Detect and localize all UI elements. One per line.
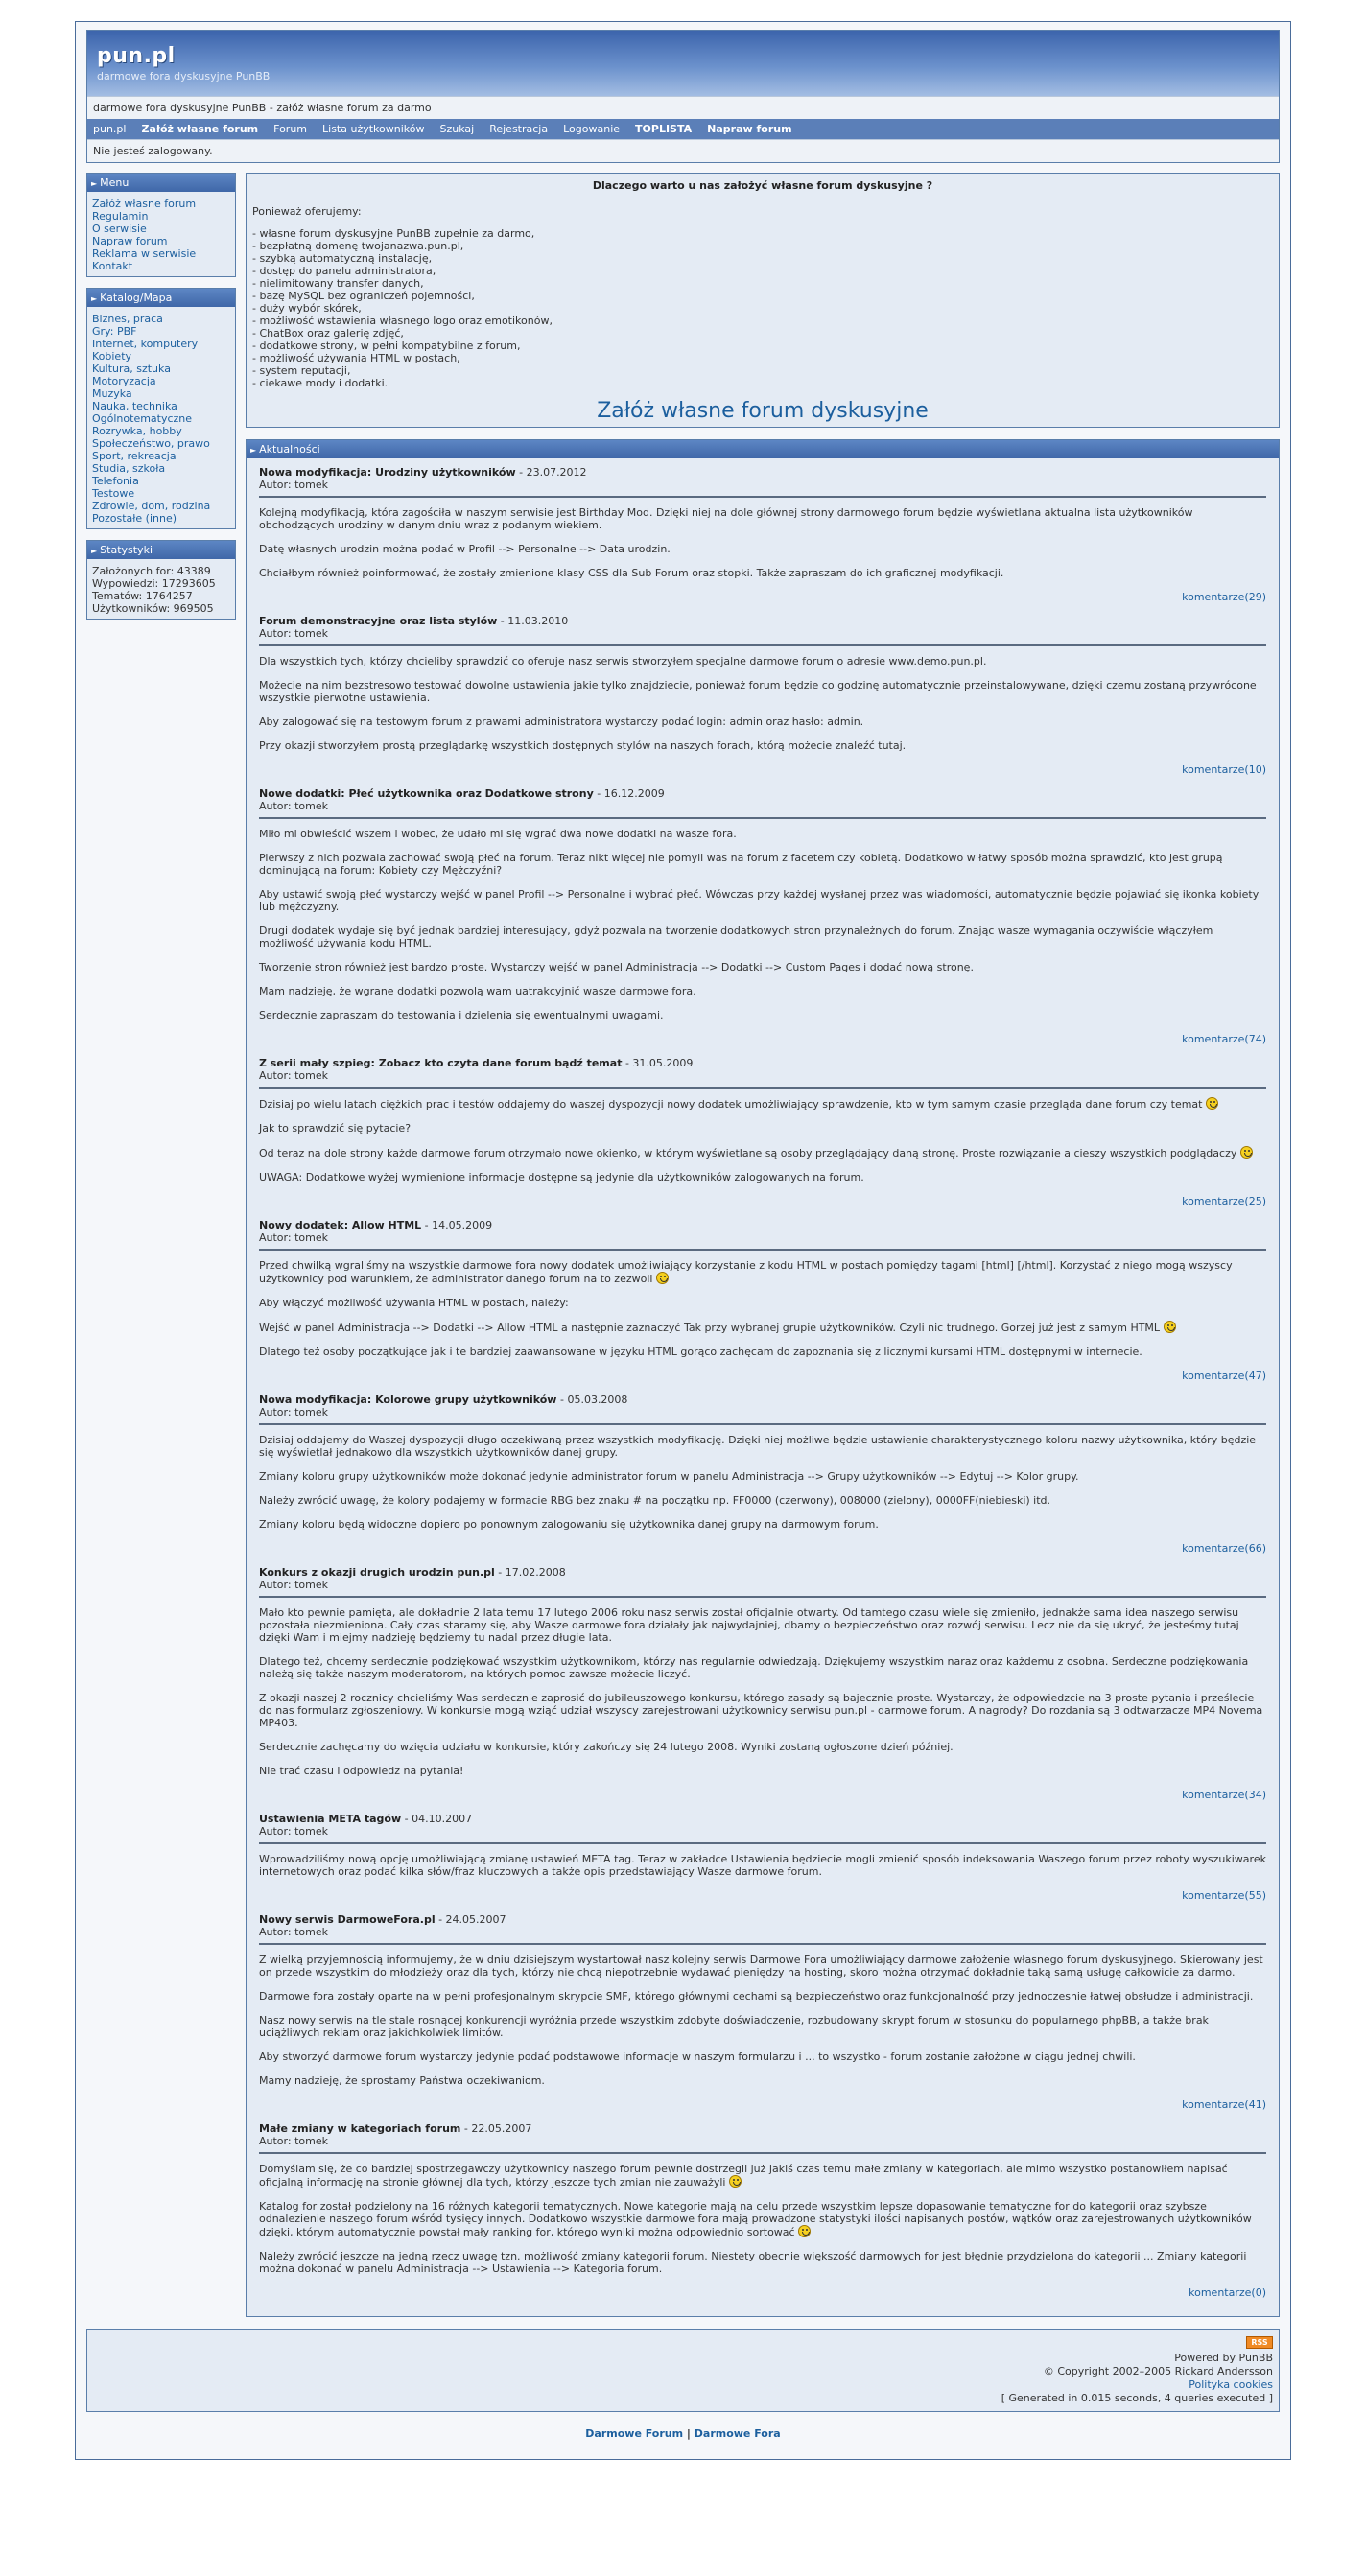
nav-item[interactable]: Logowanie: [563, 123, 621, 135]
article-paragraph-text: Mam nadzieję, że wgrane dodatki pozwolą wam uatrakcyjnić wasze darmowe fora.: [259, 985, 696, 997]
catalog-item: [92, 412, 230, 425]
article-title[interactable]: Ustawienia META tagów: [259, 1813, 402, 1825]
news-article: [259, 1393, 1266, 1555]
masthead: [87, 31, 1279, 96]
article-paragraph-text: Pierwszy z nich pozwala zachować swoją płeć na forum. Teraz nikt więcej nie pomyli was na forum z facetem czy kobietą. Dodatkowo w łatwy sposób można sprawdzić, kto jest grupą dominującą na forum: Kobiety czy Mężczyźni?: [259, 852, 1223, 877]
catalog-item-link[interactable]: Testowe: [92, 487, 135, 500]
catalog-item-link[interactable]: Nauka, technika: [92, 400, 177, 412]
article-paragraph: [259, 1954, 1266, 1979]
stats-box: [86, 540, 236, 620]
article-paragraph: [259, 1434, 1266, 1459]
news-list: [247, 458, 1279, 2316]
feature-item: - system reputacji,: [252, 364, 351, 377]
feature-item: - dodatkowe strony, w pełni kompatybilne z forum,: [252, 340, 521, 352]
article-comments: [259, 591, 1266, 603]
article-paragraph: [259, 1122, 1266, 1135]
menu-item: [92, 210, 230, 222]
catalog-item: [92, 338, 230, 350]
menu-item: [92, 198, 230, 210]
feature-item: - szybką automatyczną instalację,: [252, 252, 433, 265]
article-author: Autor: tomek: [259, 1579, 1266, 1598]
feature-item: - bezpłatną domenę twojanazwa.pun.pl,: [252, 240, 464, 252]
catalog-item-link[interactable]: Ogólnotematyczne: [92, 412, 193, 425]
menu-item: [92, 260, 230, 272]
article-header: [259, 1219, 1266, 1231]
article-title[interactable]: Nowy serwis DarmoweFora.pl: [259, 1913, 436, 1926]
catalog-item: [92, 363, 230, 375]
article-comments: [259, 2286, 1266, 2299]
article-paragraph: [259, 1297, 1266, 1309]
article-date: - 05.03.2008: [556, 1393, 628, 1406]
article-comments: [259, 1033, 1266, 1045]
menu-item-link[interactable]: Załóż własne forum: [92, 198, 197, 210]
catalog-item: [92, 400, 230, 412]
page-wrapper: [75, 21, 1291, 2460]
article-date: - 24.05.2007: [435, 1913, 506, 1926]
catalog-item-link[interactable]: Gry: PBF: [92, 325, 137, 338]
article-date: - 22.05.2007: [460, 2122, 532, 2135]
article-paragraph: [259, 567, 1266, 579]
stats-lines: [87, 559, 235, 619]
article-paragraph: [259, 2014, 1266, 2039]
stat-line: Wypowiedzi: 17293605: [92, 577, 216, 590]
arrow-right-icon: ►: [91, 179, 98, 188]
article-paragraph: [259, 2200, 1266, 2238]
catalog-item-link[interactable]: Motoryzacja: [92, 375, 156, 387]
article-paragraph-text: Aby ustawić swoją płeć wystarczy wejść w panel Profil --> Personalne i wybrać płeć. Wówczas przy każdej wysłanej przez was wiadomości, automatycznie będzie pojawiać się ikonka kobiety lub mężczyzny.: [259, 888, 1260, 913]
article-author: Autor: tomek: [259, 627, 1266, 646]
article-paragraph-text: Od teraz na dole strony każde darmowe forum otrzymało nowe okienko, w którym wyświetlane są osoby przeglądający daną stronę. Proste rozwiązanie a cieszy wszystkich podglądaczy: [259, 1147, 1237, 1159]
article-comments: [259, 763, 1266, 776]
article-comments: [259, 1542, 1266, 1555]
menu-item-link[interactable]: Kontakt: [92, 260, 133, 272]
feature-item: - własne forum dyskusyjne PunBB zupełnie za darmo,: [252, 227, 535, 240]
article-paragraph: [259, 506, 1266, 531]
comments-link[interactable]: komentarze(25): [1182, 1195, 1266, 1207]
article-author: Autor: tomek: [259, 1406, 1266, 1425]
article-comments: [259, 1370, 1266, 1382]
catalog-item-link[interactable]: Rozrywka, hobby: [92, 425, 182, 437]
menu-item-link[interactable]: Reklama w serwisie: [92, 247, 197, 260]
catalog-item-link[interactable]: Pozostałe (inne): [92, 512, 177, 525]
article-paragraph-text: Dla wszystkich tych, którzy chcieliby sprawdzić co oferuje nasz serwis stworzyłem specjalne darmowe forum o adresie www.demo.pun.pl.: [259, 655, 987, 667]
stat-line: Tematów: 1764257: [92, 590, 193, 602]
catalog-item: [92, 500, 230, 512]
arrow-right-icon: ►: [91, 547, 98, 555]
why-list: [252, 227, 1273, 389]
darmowe-fora-link[interactable]: Darmowe Fora: [694, 2427, 781, 2440]
article-paragraph: [259, 1692, 1266, 1729]
header-block: [86, 30, 1280, 163]
article-header: [259, 2122, 1266, 2135]
catalog-item-link[interactable]: Muzyka: [92, 387, 132, 400]
login-status: Nie jesteś zalogowany.: [87, 139, 1279, 162]
feature-item: - duży wybór skórek,: [252, 302, 362, 315]
article-paragraph: [259, 925, 1266, 949]
article-paragraph-text: Aby włączyć możliwość używania HTML w postach, należy:: [259, 1297, 569, 1309]
news-article: [259, 1057, 1266, 1207]
article-paragraph: [259, 1171, 1266, 1183]
comments-link[interactable]: komentarze(41): [1182, 2098, 1266, 2111]
article-paragraph-text: Dzisiaj oddajemy do Waszej dyspozycji długo oczekiwaną przez wszystkich modyfikację. Dzięki niej możliwe będzie ustawienie charakterystycznego koloru nazwy użytkownika, który będzie się wyświetlał jednakowo dla wszystkich użytkowników danej grupy.: [259, 1434, 1257, 1459]
catalog-item-link[interactable]: Zdrowie, dom, rodzina: [92, 500, 211, 512]
article-header: [259, 1057, 1266, 1069]
powered-by[interactable]: Powered by PunBB: [1174, 2352, 1273, 2364]
article-paragraph: [259, 852, 1266, 877]
article-comments: [259, 1789, 1266, 1801]
catalog-list: [87, 307, 235, 528]
nav-item[interactable]: Załóż własne forum: [141, 123, 259, 135]
article-paragraph: [259, 2250, 1266, 2275]
copyright: © Copyright 2002–2005 Rickard Andersson: [1043, 2365, 1273, 2377]
article-paragraph: [259, 715, 1266, 728]
bottom-links: [86, 2427, 1280, 2440]
news-article: [259, 1913, 1266, 2111]
feature-item: - możliwość używania HTML w postach,: [252, 352, 460, 364]
nav-item[interactable]: Lista użytkowników: [322, 123, 425, 135]
news-article: [259, 2122, 1266, 2299]
article-paragraph: [259, 739, 1266, 752]
article-paragraph-text: Z wielką przyjemnością informujemy, że w dniu dzisiejszym wystartował nasz kolejny serwis Darmowe Fora umożliwiający darmowe założenie własnego forum dyskusyjnego. Skierowany jest on przede wszystkim do młodzieży oraz dla tych, którzy nie chcą niepotrzebnie wydawać pieniędzy na hosting, skoro można otrzymać dokładnie taką samą usługę całkowicie za darmo.: [259, 1954, 1263, 1979]
menu-item-link[interactable]: Regulamin: [92, 210, 149, 222]
stat-line: Założonych for: 43389: [92, 565, 211, 577]
article-paragraph: [259, 2074, 1266, 2087]
article-paragraph: [259, 1470, 1266, 1483]
smiley-icon: [1164, 1321, 1176, 1333]
article-paragraph: [259, 888, 1266, 913]
news-article: [259, 1219, 1266, 1382]
catalog-item: [92, 375, 230, 387]
article-header: [259, 615, 1266, 627]
site-title[interactable]: pun.pl: [97, 44, 176, 68]
article-date: - 17.02.2008: [494, 1566, 566, 1579]
nav-item[interactable]: Napraw forum: [707, 123, 792, 135]
nav-item[interactable]: TOPLISTA: [635, 123, 693, 135]
create-forum-link[interactable]: Załóż własne forum dyskusyjne: [597, 399, 929, 423]
comments-link[interactable]: komentarze(55): [1182, 1889, 1266, 1902]
nav-item[interactable]: Rejestracja: [489, 123, 549, 135]
news-article: [259, 466, 1266, 603]
news-article: [259, 1566, 1266, 1801]
menu-box-title: ► Menu: [87, 174, 235, 192]
article-paragraph-text: Aby stworzyć darmowe forum wystarczy jedynie podać podstawowe informacje w naszym formularzu i ... to wszystko - forum zostanie założone w ciągu jednej chwili.: [259, 2050, 1136, 2063]
news-article: [259, 1813, 1266, 1902]
article-header: [259, 787, 1266, 800]
article-paragraph: [259, 1494, 1266, 1507]
why-box: [246, 173, 1280, 428]
catalog-item-link[interactable]: Internet, komputery: [92, 338, 199, 350]
article-paragraph-text: Nasz nowy serwis na tle stale rosnącej konkurencji wyróżnia przede wszystkim zdobyte doświadczenie, rozbudowany skrypt forum w stosunku do popularnego phpBB, a także brak uciążliwych reklam oraz jakichkolwiek limitów.: [259, 2014, 1209, 2039]
article-author: Autor: tomek: [259, 2135, 1266, 2154]
article-header: [259, 1393, 1266, 1406]
catalog-item-link[interactable]: Kobiety: [92, 350, 132, 363]
site-tagline: darmowe fora dyskusyjne PunBB: [97, 70, 271, 82]
catalog-item: [92, 425, 230, 437]
article-paragraph-text: Katalog for został podzielony na 16 różnych kategorii tematycznych. Nowe kategorie mają na celu przede wszystkim lepsze dopasowanie tematyczne for do kategorii oraz szybsze odnalezienie naszego forum wśród tysięcy innych. Dodatkowo wszystkie darmowe fora mają prowadzone statystyki ilości napisanych postów, wątków oraz zarejestrowanych użytkowników dzięki, którym automatycznie powstał mały ranking for, którego wyniki można odpowiednio sortować: [259, 2200, 1252, 2238]
article-title[interactable]: Z serii mały szpieg: Zobacz kto czyta dane forum bądź temat: [259, 1057, 623, 1069]
smiley-icon: [798, 2225, 811, 2237]
article-paragraph: [259, 2163, 1266, 2189]
article-date: - 23.07.2012: [515, 466, 587, 479]
article-paragraph: [259, 1853, 1266, 1878]
article-author: Autor: tomek: [259, 1231, 1266, 1251]
article-paragraph-text: UWAGA: Dodatkowe wyżej wymienione informacje dostępne są jedynie dla użytkowników zalogowanych na forum.: [259, 1171, 864, 1183]
article-title[interactable]: Forum demonstracyjne oraz lista stylów: [259, 615, 498, 627]
article-paragraph-text: Nie trać czasu i odpowiedz na pytania!: [259, 1765, 464, 1777]
catalog-item: [92, 313, 230, 325]
comments-link[interactable]: komentarze(66): [1182, 1542, 1266, 1555]
article-paragraph: [259, 1259, 1266, 1285]
article-author: Autor: tomek: [259, 1069, 1266, 1089]
catalog-item-link[interactable]: Studia, szkoła: [92, 462, 166, 475]
article-author: Autor: tomek: [259, 1926, 1266, 1945]
smiley-icon: [656, 1272, 669, 1284]
feature-item: - ciekawe mody i dodatki.: [252, 377, 389, 389]
article-paragraph-text: Domyślam się, że co bardziej spostrzegawczy użytkownicy naszego forum pewnie dostrzegli już jakiś czas temu małe zmiany w kategoriach, ale mimo wszystko postanowiłem napisać oficjalną informację na stronie głównej dla tych, którzy jeszcze tych zmian nie zauważyli: [259, 2163, 1228, 2189]
stat-line: Użytkowników: 969505: [92, 602, 214, 615]
article-author: Autor: tomek: [259, 479, 1266, 498]
article-paragraph: [259, 1321, 1266, 1334]
article-comments: [259, 1889, 1266, 1902]
article-title[interactable]: Nowy dodatek: Allow HTML: [259, 1219, 422, 1231]
article-paragraph: [259, 1990, 1266, 2002]
comments-link[interactable]: komentarze(10): [1182, 763, 1266, 776]
article-paragraph-text: Miło mi obwieścić wszem i wobec, że udało mi się wgrać dwa nowe dodatki na wasze fora.: [259, 828, 737, 840]
article-paragraph: [259, 1765, 1266, 1777]
article-title[interactable]: Nowa modyfikacja: Kolorowe grupy użytkowników: [259, 1393, 557, 1406]
article-paragraph: [259, 985, 1266, 997]
stats-box-title: ► Statystyki: [87, 541, 235, 559]
catalog-item: [92, 437, 230, 450]
catalog-item: [92, 387, 230, 400]
why-title: Dlaczego warto u nas założyć własne forum dyskusyjne ?: [592, 179, 933, 192]
article-date: - 04.10.2007: [401, 1813, 473, 1825]
article-paragraph: [259, 828, 1266, 840]
catalog-item-link[interactable]: Społeczeństwo, prawo: [92, 437, 210, 450]
article-header: [259, 1813, 1266, 1825]
generated-info: [ Generated in 0.015 seconds, 4 queries executed ]: [1001, 2392, 1273, 2404]
news-article: [259, 615, 1266, 776]
catalog-item: [92, 512, 230, 525]
smiley-icon: [1240, 1146, 1253, 1159]
article-paragraph: [259, 679, 1266, 704]
article-paragraph: [259, 1097, 1266, 1111]
article-paragraph-text: Możecie na nim bezstresowo testować dowolne ustawienia jakie tylko znajdziecie, ponieważ forum będzie co godzinę automatycznie przeinstalowywane, dzięki czemu zostaną przywrócone wszystkie pierwotne ustawienia.: [259, 679, 1257, 704]
news-box: [246, 439, 1280, 2317]
article-paragraph: [259, 1009, 1266, 1021]
content-columns: [86, 173, 1280, 2317]
comments-link[interactable]: komentarze(0): [1189, 2286, 1266, 2299]
bottom-links-separator: |: [683, 2427, 695, 2440]
article-paragraph-text: Zmiany koloru będą widoczne dopiero po ponownym zalogowaniu się użytkownika danej grupy na darmowym forum.: [259, 1518, 879, 1531]
article-title[interactable]: Nowa modyfikacja: Urodziny użytkowników: [259, 466, 516, 479]
article-paragraph: [259, 961, 1266, 973]
article-paragraph-text: Serdecznie zachęcamy do wzięcia udziału w konkursie, który zakończy się 24 lutego 2008. Wyniki zostaną ogłoszone dzień później.: [259, 1741, 954, 1753]
main-nav: [87, 119, 1279, 139]
catalog-item: [92, 487, 230, 500]
article-date: - 16.12.2009: [593, 787, 665, 800]
article-paragraph-text: Z okazji naszej 2 rocznicy chcieliśmy Was serdecznie zaprosić do jubileuszowego konkursu, którego zasady są bajecznie proste. Wystarczy, że odpowiedzcie na 3 proste pytania i prześlecie do nas formularz zgłoszeniowy. W konkursie mogą wziąć udział wszyscy zarejestrowani użytkownicy serwisu pun.pl - darmowe forum. A nagrody? Do rozdania są 3 odtwarzacze MP4 Novema MP403.: [259, 1692, 1263, 1729]
catalog-item: [92, 462, 230, 475]
nav-item[interactable]: Szukaj: [439, 123, 475, 135]
comments-link[interactable]: komentarze(29): [1182, 591, 1266, 603]
article-header: [259, 1566, 1266, 1579]
article-paragraph-text: Mamy nadzieję, że sprostamy Państwa oczekiwaniom.: [259, 2074, 545, 2087]
rss-icon[interactable]: RSS: [1246, 2336, 1273, 2349]
article-title[interactable]: Konkurs z okazji drugich urodzin pun.pl: [259, 1566, 495, 1579]
news-article: [259, 787, 1266, 1045]
comments-link[interactable]: komentarze(34): [1182, 1789, 1266, 1801]
cookies-link[interactable]: Polityka cookies: [1189, 2378, 1273, 2391]
article-paragraph-text: Kolejną modyfikacją, która zagościła w naszym serwisie jest Birthday Mod. Dzięki niej na dole głównej strony darmowego forum będzie wyświetlana aktualna lista użytkowników obchodzących urodziny w danym dniu wraz z podanym wiekiem.: [259, 506, 1193, 531]
article-paragraph-text: Należy zwrócić jeszcze na jedną rzecz uwagę tzn. możliwość zmiany kategorii forum. Niestety obecnie większość darmowych for jest błędnie przydzielona do kategorii ... Zmiany kategorii można dokonać w panelu Administracja --> Ustawienia --> Kategoria forum.: [259, 2250, 1247, 2275]
article-author: Autor: tomek: [259, 1825, 1266, 1844]
menu-item-link[interactable]: Napraw forum: [92, 235, 168, 247]
sidebar: [86, 173, 236, 630]
article-paragraph-text: Darmowe fora zostały oparte na w pełni profesjonalnym skrypcie SMF, którego głównymi cechami są bezpieczeństwo oraz funkcjonalność przy jednoczesnie łatwej obsłudze i administracji.: [259, 1990, 1254, 2002]
article-paragraph-text: Mało kto pewnie pamięta, ale dokładnie 2 lata temu 17 lutego 2006 roku nasz serwis został oficjalnie otwarty. Od tamtego czasu wiele się zmieniło, jednakże sama idea naszego serwisu pozostała niezmieniona. Cały czas staramy się, aby Wasze darmowe fora działały jak najwydajniej, dbamy o bezpieczeństwo oraz rozwój serwisu. Lecz nie da się ukryć, że jesteśmy tutaj dzięki Wam i miejmy nadzieję będziemy tu nadal przez długie lata.: [259, 1606, 1239, 1644]
catalog-item: [92, 325, 230, 338]
article-paragraph: [259, 1655, 1266, 1680]
article-paragraph-text: Dlatego też osoby początkujące jak i te bardziej zaawansowane w języku HTML gorąco zachęcam do zapoznania się z licznymi kursami HTML dostępnymi w internecie.: [259, 1346, 1142, 1358]
article-date: - 14.05.2009: [421, 1219, 493, 1231]
catalog-item-link[interactable]: Kultura, sztuka: [92, 363, 171, 375]
why-intro: Ponieważ oferujemy:: [252, 205, 362, 218]
article-header: [259, 1913, 1266, 1926]
article-paragraph-text: Należy zwrócić uwagę, że kolory podajemy w formacie RBG bez znaku # na początku np. FF0000 (czerwony), 008000 (zielony), 0000FF(niebieski) itd.: [259, 1494, 1051, 1507]
feature-item: - dostęp do panelu administratora,: [252, 265, 436, 277]
article-date: - 11.03.2010: [497, 615, 569, 627]
arrow-right-icon: ►: [91, 294, 98, 303]
catalog-item: [92, 450, 230, 462]
nav-item[interactable]: pun.pl: [93, 123, 127, 135]
article-paragraph-text: Dlatego też, chcemy serdecznie podziękować wszystkim użytkownikom, którzy nas regularnie odwiedzają. Dziękujemy wszystkim naraz oraz każdemu z osobna. Serdeczne podziękowania należą się także naszym moderatorom, na których pomoc zawsze możecie liczyć.: [259, 1655, 1249, 1680]
feature-item: - bazę MySQL bez ograniczeń pojemności,: [252, 290, 475, 302]
catalog-item: [92, 475, 230, 487]
catalog-box: [86, 288, 236, 529]
comments-link[interactable]: komentarze(74): [1182, 1033, 1266, 1045]
article-paragraph-text: Przed chwilką wgraliśmy na wszystkie darmowe fora nowy dodatek umożliwiający korzystanie z kodu HTML w postach pomiędzy tagami [html] [/html]. Korzystać z niego mogą wszyscy użytkownicy pod warunkiem, że administrator danego forum na to zezwoli: [259, 1259, 1233, 1285]
article-paragraph-text: Wprowadziliśmy nową opcję umożliwiającą zmianę ustawień META tag. Teraz w zakładce Ustawienia będziecie mogli zmienić sposób indeksowania Waszego forum przez roboty wyszukiwarek internetowych oraz podać kilka słów/fraz kluczowych a także opis przedstawiający Wasze darmowe forum.: [259, 1853, 1266, 1878]
article-paragraph-text: Przy okazji stworzyłem prostą przeglądarkę wszystkich dostępnych stylów na naszych forach, którą możecie znaleźć tutaj.: [259, 739, 907, 752]
menu-box: [86, 173, 236, 277]
article-paragraph: [259, 1146, 1266, 1159]
smiley-icon: [729, 2175, 742, 2188]
menu-item-link[interactable]: O serwisie: [92, 222, 147, 235]
article-header: [259, 466, 1266, 479]
menu-item: [92, 222, 230, 235]
comments-link[interactable]: komentarze(47): [1182, 1370, 1266, 1382]
catalog-item-link[interactable]: Sport, rekreacja: [92, 450, 177, 462]
article-paragraph-text: Aby zalogować się na testowym forum z prawami administratora wystarczy podać login: admin oraz hasło: admin.: [259, 715, 864, 728]
nav-item[interactable]: Forum: [273, 123, 308, 135]
article-comments: [259, 1195, 1266, 1207]
footer: [86, 2329, 1280, 2412]
article-paragraph: [259, 1741, 1266, 1753]
article-paragraph-text: Dzisiaj po wielu latach ciężkich prac i testów oddajemy do waszej dyspozycji nowy dodatek umożliwiający sprawdzenie, kto w tym samym czasie przegląda dane forum czy temat: [259, 1098, 1203, 1111]
article-paragraph: [259, 1606, 1266, 1644]
feature-item: - ChatBox oraz galerię zdjęć,: [252, 327, 404, 340]
article-title[interactable]: Małe zmiany w kategoriach forum: [259, 2122, 461, 2135]
article-title[interactable]: Nowe dodatki: Płeć użytkownika oraz Dodatkowe strony: [259, 787, 594, 800]
article-paragraph-text: Drugi dodatek wydaje się być jednak bardziej interesujący, gdyż pozwala na tworzenie dodatkowych stron przynależnych do forum. Znając wasze wymagania oczywiście włączyłem możliwość używania kodu HTML.: [259, 925, 1213, 949]
menu-list: [87, 192, 235, 276]
article-paragraph: [259, 2050, 1266, 2063]
article-author: Autor: tomek: [259, 800, 1266, 819]
article-paragraph: [259, 1346, 1266, 1358]
news-box-title: ► Aktualności: [247, 440, 1279, 458]
article-paragraph-text: Jak to sprawdzić się pytacie?: [259, 1122, 412, 1135]
article-paragraph-text: Datę własnych urodzin można podać w Profil --> Personalne --> Data urodzin.: [259, 543, 671, 555]
feature-item: - możliwość wstawienia własnego logo oraz emotikonów,: [252, 315, 553, 327]
article-date: - 31.05.2009: [622, 1057, 694, 1069]
article-paragraph: [259, 655, 1266, 667]
article-paragraph-text: Zmiany koloru grupy użytkowników może dokonać jedynie administrator forum w panelu Administracja --> Grupy użytkowników --> Edytuj --> Kolor grupy.: [259, 1470, 1079, 1483]
smiley-icon: [1206, 1097, 1218, 1110]
site-description: darmowe fora dyskusyjne PunBB - załóż własne forum za darmo: [87, 96, 1279, 119]
catalog-item-link[interactable]: Biznes, praca: [92, 313, 163, 325]
catalog-box-title: ► Katalog/Mapa: [87, 289, 235, 307]
darmowe-forum-link[interactable]: Darmowe Forum: [585, 2427, 684, 2440]
feature-item: - nielimitowany transfer danych,: [252, 277, 424, 290]
main-content: [246, 173, 1280, 2317]
article-paragraph: [259, 543, 1266, 555]
catalog-item-link[interactable]: Telefonia: [92, 475, 139, 487]
arrow-right-icon: ►: [250, 446, 257, 455]
menu-item: [92, 247, 230, 260]
menu-item: [92, 235, 230, 247]
article-paragraph-text: Chciałbym również poinformować, że zostały zmienione klasy CSS dla Sub Forum oraz stopki. Także zapraszam do ich graficznej modyfikacji.: [259, 567, 1004, 579]
article-paragraph-text: Tworzenie stron również jest bardzo proste. Wystarczy wejść w panel Administracja --> Dodatki --> Custom Pages i dodać nową stronę.: [259, 961, 974, 973]
article-paragraph-text: Serdecznie zapraszam do testowania i dzielenia się ewentualnymi uwagami.: [259, 1009, 664, 1021]
article-paragraph-text: Wejść w panel Administracja --> Dodatki --> Allow HTML a następnie zaznaczyć Tak przy wybranej grupie użytkowników. Czyli nic trudnego. Gorzej już jest z samym HTML: [259, 1322, 1161, 1334]
article-comments: [259, 2098, 1266, 2111]
catalog-item: [92, 350, 230, 363]
article-paragraph: [259, 1518, 1266, 1531]
